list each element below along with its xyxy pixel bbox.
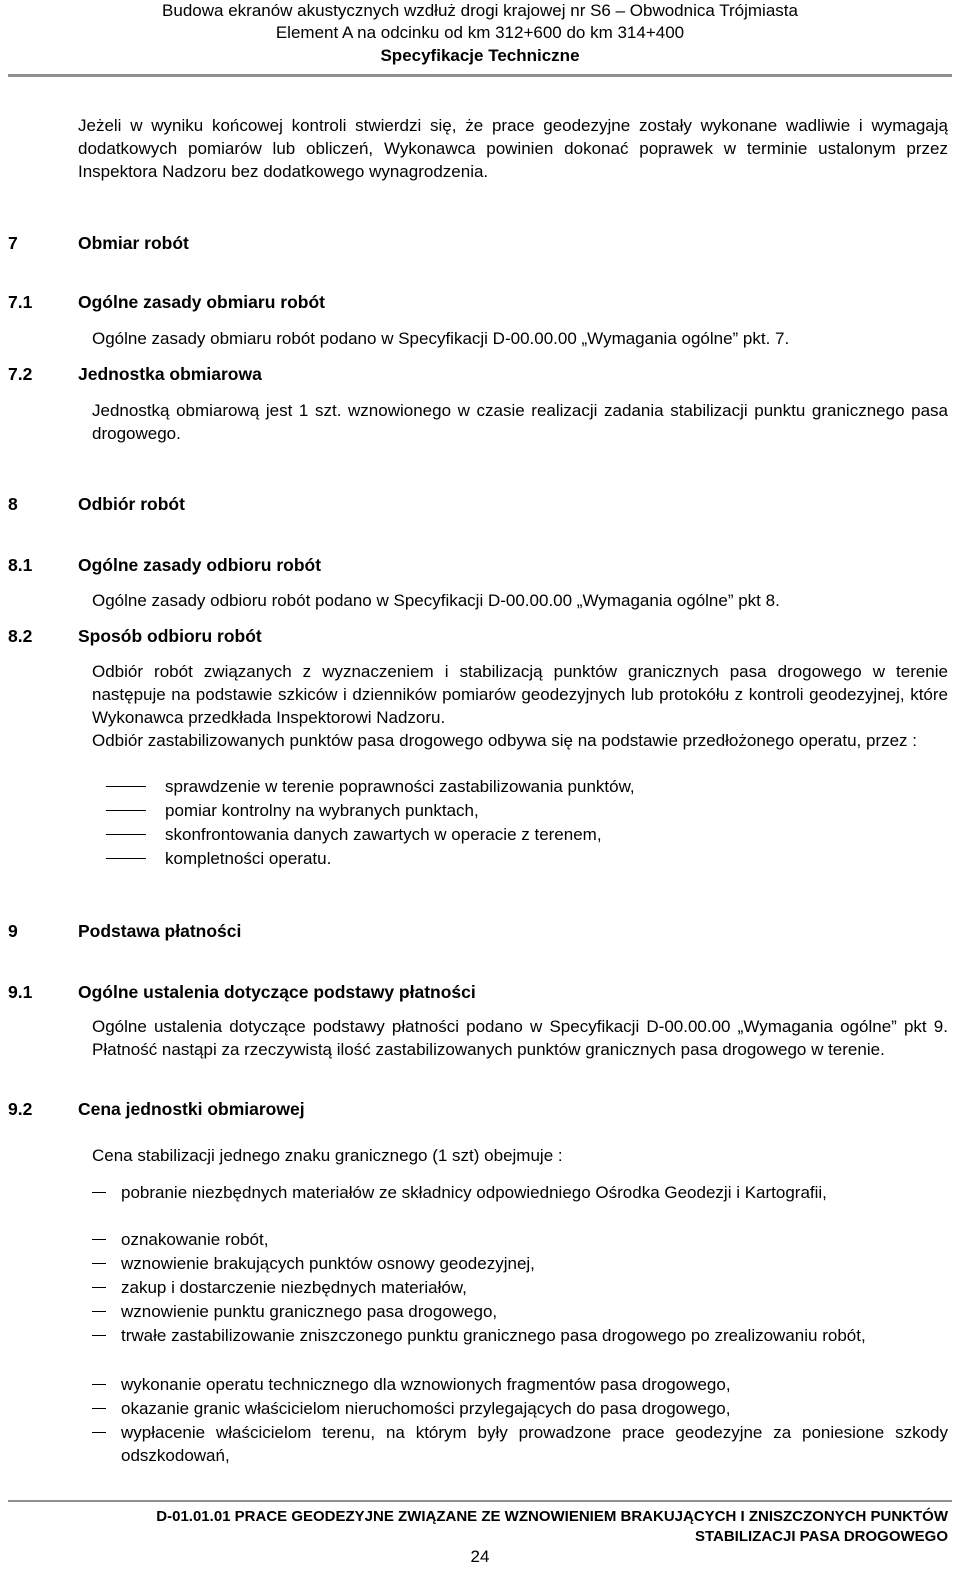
header-subtitle: Element A na odcinku od km 312+600 do km 314+400 xyxy=(275,23,685,42)
footer-divider xyxy=(8,1500,952,1502)
section-number: 7.1 xyxy=(8,292,33,312)
dash-bullet-icon xyxy=(92,1311,106,1312)
list-item-text: pobranie niezbędnych materiałów ze składnicy odpowiedniego Ośrodka Geodezji i Kartografii, xyxy=(121,1183,827,1202)
section-8-2-text-1: Odbiór robót związanych z wyznaczeniem i stabilizacją punktów granicznych pasa drogowego w terenie następuje na podstawie szkiców i dzienników pomiarów geodezyjnych lub protokółu z kontroli geodezyjnej, które Wykonawca przedkłada Inspektorowi Nadzoru. xyxy=(92,662,948,727)
list-item-text: zakup i dostarczenie niezbędnych materiałów, xyxy=(121,1278,467,1297)
list-item-text: okazanie granic właścicielom nieruchomości przylegających do pasa drogowego, xyxy=(121,1399,731,1418)
list-item-text: oznakowanie robót, xyxy=(121,1230,269,1249)
section-7-2-text: Jednostką obmiarową jest 1 szt. wznowionego w czasie realizacji zadania stabilizacji punktu granicznego pasa drogowego. xyxy=(92,401,948,443)
section-number: 9.1 xyxy=(8,982,33,1002)
list-item-text: wznowienie punktu granicznego pasa drogowego, xyxy=(121,1302,498,1321)
section-8-2-text-2: Odbiór zastabilizowanych punktów pasa drogowego odbywa się na podstawie przedłożonego operatu, przez : xyxy=(92,731,918,750)
section-title: Sposób odbioru robót xyxy=(78,626,262,646)
list-item-text: wykonanie operatu technicznego dla wznowionych fragmentów pasa drogowego, xyxy=(121,1375,731,1394)
list-item-text: kompletności operatu. xyxy=(165,849,332,868)
list-item-text: pomiar kontrolny na wybranych punktach, xyxy=(165,801,479,820)
header-doc-type: Specyfikacje Techniczne xyxy=(380,46,580,65)
section-title: Ogólne ustalenia dotyczące podstawy płatności xyxy=(78,982,476,1002)
dash-bullet-icon xyxy=(106,858,146,859)
dash-bullet-icon xyxy=(92,1432,106,1433)
section-number: 7.2 xyxy=(8,364,33,384)
section-number: 8.2 xyxy=(8,626,33,646)
section-7-1-text: Ogólne zasady obmiaru robót podano w Specyfikacji D-00.00.00 „Wymagania ogólne” pkt. 7. xyxy=(92,329,790,348)
dash-bullet-icon xyxy=(106,834,146,835)
list-item-text: wznowienie brakujących punktów osnowy geodezyjnej, xyxy=(121,1254,535,1273)
dash-bullet-icon xyxy=(92,1263,106,1264)
list-item-text: skonfrontowania danych zawartych w operacie z terenem, xyxy=(165,825,602,844)
header-divider xyxy=(8,74,952,77)
dash-bullet-icon xyxy=(92,1408,106,1409)
list-item-text: sprawdzenie w terenie poprawności zastabilizowania punktów, xyxy=(165,777,635,796)
section-title: Cena jednostki obmiarowej xyxy=(78,1099,305,1119)
list-item-text: trwałe zastabilizowanie zniszczonego punktu granicznego pasa drogowego po zrealizowaniu robót, xyxy=(121,1326,866,1345)
section-title: Ogólne zasady odbioru robót xyxy=(78,555,322,575)
section-number: 8 xyxy=(8,494,18,514)
section-title: Jednostka obmiarowa xyxy=(78,364,262,384)
dash-bullet-icon xyxy=(92,1335,106,1336)
section-title: Ogólne zasady obmiaru robót xyxy=(78,292,325,312)
section-title: Obmiar robót xyxy=(78,233,189,253)
header-title: Budowa ekranów akustycznych wzdłuż drogi krajowej nr S6 – Obwodnica Trójmiasta xyxy=(162,1,798,20)
dash-bullet-icon xyxy=(92,1239,106,1240)
section-number: 8.1 xyxy=(8,555,33,575)
dash-bullet-icon xyxy=(92,1287,106,1288)
section-9-2-text: Cena stabilizacji jednego znaku granicznego (1 szt) obejmuje : xyxy=(92,1146,563,1165)
dash-bullet-icon xyxy=(92,1192,106,1193)
section-number: 7 xyxy=(8,233,18,253)
list-item-text: wypłacenie właścicielom terenu, na którym były prowadzone prace geodezyjne za poniesione szkody odszkodowań, xyxy=(121,1423,948,1465)
section-title: Podstawa płatności xyxy=(78,921,242,941)
section-8-1-text: Ogólne zasady odbioru robót podano w Specyfikacji D-00.00.00 „Wymagania ogólne” pkt 8. xyxy=(92,591,780,610)
section-number: 9 xyxy=(8,921,18,941)
section-title: Odbiór robót xyxy=(78,494,185,514)
section-9-1-text-content: Ogólne ustalenia dotyczące podstawy płatności podano w Specyfikacji D-00.00.00 „Wymagania ogólne” pkt 9. Płatność nastąpi za rzeczywistą ilość zastabilizowanych punktów granicznych pasa drogowego w terenie. xyxy=(92,1017,948,1059)
section-9-1-text xyxy=(92,1015,948,1061)
dash-bullet-icon xyxy=(106,810,146,811)
intro-paragraph: Jeżeli w wyniku końcowej kontroli stwierdzi się, że prace geodezyjne zostały wykonane wadliwie i wymagają dodatkowych pomiarów lub obliczeń, Wykonawca powinien dokonać poprawek w terminie ustalonym przez Inspektora Nadzoru bez dodatkowego wynagrodzenia. xyxy=(78,116,948,181)
page-number: 24 xyxy=(470,1547,490,1566)
section-number: 9.2 xyxy=(8,1099,33,1119)
dash-bullet-icon xyxy=(92,1384,106,1385)
footer-subtitle: STABILIZACJI PASA DROGOWEGO xyxy=(694,1528,948,1545)
dash-bullet-icon xyxy=(106,786,146,787)
footer-title: D-01.01.01 PRACE GEODEZYJNE ZWIĄZANE ZE WZNOWIENIEM BRAKUJĄCYCH I ZNISZCZONYCH PUNKTÓW xyxy=(156,1508,948,1525)
